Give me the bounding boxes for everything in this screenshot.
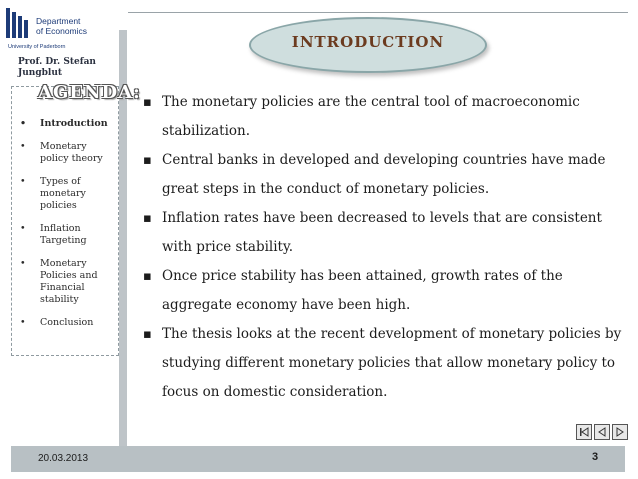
logo-mark-icon	[4, 4, 34, 42]
university-name: University of Paderborn	[8, 44, 66, 50]
bullet-list	[143, 88, 623, 407]
bullet-item: ▪ Central banks in developed and developing countries have made great steps in the conduct of monetary policies.	[143, 146, 623, 204]
bullet-item: ▪ The monetary policies are the central tool of macroeconomic stabilization.	[143, 88, 623, 146]
slide-navigation	[576, 424, 630, 440]
department-name	[36, 16, 87, 36]
agenda-title: AGENDA:	[38, 82, 141, 103]
author-line-2: Jungblut	[18, 68, 63, 78]
bullet-item: ▪ Inflation rates have been decreased to levels that are consistent with price stability.	[143, 204, 623, 262]
agenda-item-introduction[interactable]: • Introduction	[20, 118, 114, 130]
author-line-1: Prof. Dr. Stefan	[18, 57, 96, 67]
top-divider	[128, 12, 628, 13]
agenda-list	[20, 118, 114, 340]
agenda-item-monetary-policy-theory[interactable]: • Monetary policy theory	[20, 141, 114, 165]
first-slide-button[interactable]	[576, 424, 592, 440]
slide-title: INTRODUCTION	[291, 33, 445, 51]
footer-bar	[11, 446, 625, 472]
department-line-2: of Economics	[36, 26, 88, 36]
previous-slide-button[interactable]	[594, 424, 610, 440]
previous-slide-icon	[597, 427, 607, 437]
bullet-item: ▪ Once price stability has been attained, growth rates of the aggregate economy have been high.	[143, 262, 623, 320]
agenda-item-conclusion[interactable]: • Conclusion	[20, 317, 114, 329]
agenda-item-inflation-targeting[interactable]: • Inflation Targeting	[20, 223, 114, 247]
next-slide-icon	[615, 427, 625, 437]
next-slide-button[interactable]	[612, 424, 628, 440]
page-number: 3	[592, 451, 599, 463]
footer-date: 20.03.2013	[38, 453, 89, 464]
agenda-item-types-of-monetary-policies[interactable]: • Types of monetary policies	[20, 176, 114, 212]
first-slide-icon	[579, 427, 589, 437]
author-name	[18, 57, 96, 79]
department-line-1: Department	[36, 16, 81, 26]
agenda-item-monetary-policies-financial-stability[interactable]: • Monetary Policies and Financial stability	[20, 258, 114, 306]
university-logo	[4, 4, 114, 54]
bullet-item: ▪ The thesis looks at the recent development of monetary policies by studying different monetary policies that allow monetary policy to focus on domestic consideration.	[143, 320, 623, 407]
